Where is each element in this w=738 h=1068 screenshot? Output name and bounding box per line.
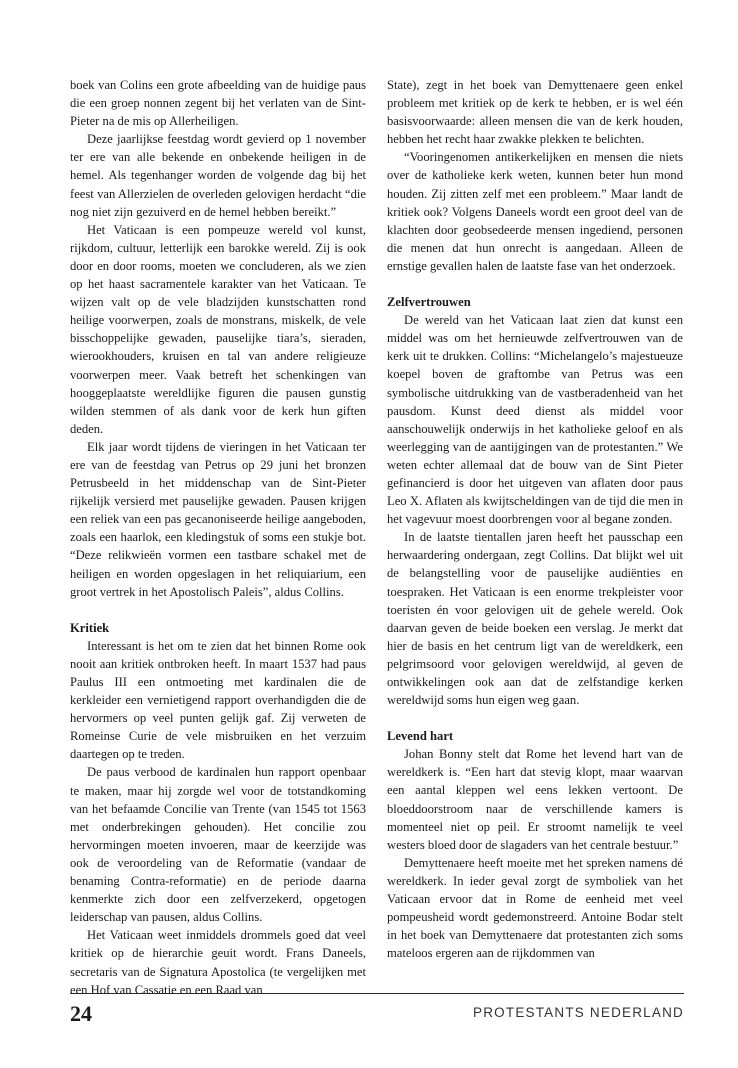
paragraph: De wereld van het Vaticaan laat zien dat kunst een middel was om het hernieuwde zelfvertrouwen van de kerk uit te drukken. Collins: “Michelangelo’s majestueuze koepel boven de graftombe van Petrus was een symbolische uitdrukking van de vastberadenheid van het pausdom. Kunst deed dienst als middel voor aanschouwelijk onderwijs in het katholieke geloof en als weerlegging van de aantijgingen van de protestanten.” We weten echter allemaal dat de bouw van de Sint Pieter gefinancierd is door het uitgeven van aflaten door paus Leo X. Aflaten als kwijtscheldingen van de tijd die men in het vagevuur moest doorbrengen voor al begane zonden. [387, 313, 683, 527]
paragraph: boek van Colins een grote afbeelding van de huidige paus die een groep nonnen zegent bij het verlaten van de Sint-Pieter na de mis op Allerheiligen. [70, 78, 366, 129]
paragraph: Het Vaticaan is een pompeuze wereld vol kunst, rijkdom, cultuur, letterlijk een barokke wereld. Zij is ook door en door rooms, moeten we concluderen, als we zien op het haast sacramentele karakter van het Vaticaan. Te wijzen valt op de vele bladzijden kunstschatten rond heilige voorwerpen, zoals de monstrans, miskelk, de vele bisschoppelijke gewaden, pauselijke tiara’s, sieraden, wierookhouders, kruisen en tal van andere religieuze voorwerpen meer. Vaak betreft het schenkingen van hooggeplaatste wereldlijke figuren die pausen gunstig wilden stemmen of als dank voor de kerk hun giften deden. [70, 222, 366, 436]
section-heading-kritiek: Kritiek [70, 620, 110, 635]
paragraph: State), zegt in het boek van Demyttenaere geen enkel probleem met kritiek op de kerk te hebben, er is wel één basisvoorwaarde: alleen mensen die van de kerk houden, hebben het recht haar zwakke plekken te belichten. [387, 78, 683, 147]
page-number: 24 [70, 1001, 92, 1026]
left-column [70, 76, 366, 999]
section-heading-zelfvertrouwen: Zelfvertrouwen [387, 295, 471, 310]
journal-title: PROTESTANTS NEDERLAND [473, 1005, 684, 1020]
footer-rule [70, 993, 684, 994]
right-column [387, 76, 683, 962]
paragraph: De paus verbood de kardinalen hun rapport openbaar te maken, maar hij zorgde wel voor de totstandkoming van het befaamde Concilie van Trente (van 1545 tot 1563 met onderbrekingen gehouden). Het concilie zou hervormingen moeten invoeren, maar de keerzijde was ook de veroordeling van de Reformatie (vandaar de benaming Contra-reformatie) en de periode daarna kenmerkte zich door een zelfverzekerd, opgetogen leiderschap van pausen, aldus Collins. [70, 765, 366, 925]
paragraph: Deze jaarlijkse feestdag wordt gevierd op 1 november ter ere van alle bekende en onbekende heiligen in de hemel. Als tegenhanger worden de volgende dag bij het feest van Allerzielen de overleden gelovigen herdacht “die nog niet zijn gezuiverd en de hemel hebben bereikt.” [70, 132, 366, 219]
paragraph: “Vooringenomen antikerkelijken en mensen die niets over de katholieke kerk weten, kunnen beter hun mond houden. Zij zitten zelf met een probleem.” Maar landt de kritiek ook? Volgens Daneels wordt een groot deel van de klachten door geobsedeerde mensen ingediend, personen die menen dat hun onrecht is aangedaan. Alleen de ernstige gevallen halen de laatste fase van het onderzoek. [387, 150, 683, 273]
paragraph: Interessant is het om te zien dat het binnen Rome ook nooit aan kritiek ontbroken heeft. In maart 1537 had paus Paulus III een ontmoeting met kardinalen die de kerkleider een vernietigend rapport overhandigden die de hervormers op veel punten gelijk gaf. Zij verweten de Romeinse Curie de vele misbruiken en het verzuim daartegen op te treden. [70, 638, 366, 762]
paragraph: Johan Bonny stelt dat Rome het levend hart van de wereldkerk is. “Een hart dat stevig klopt, maar waarvan een aantal kleppen wel eens lekken vertoont. De bloeddoorstroom naar de verschillende kamers is momenteel niet op peil. Er stroomt namelijk te veel westers bloed door de slagaders van het centrale bestuur.” [387, 747, 683, 852]
paragraph: Het Vaticaan weet inmiddels drommels goed dat veel kritiek op de hierarchie geuit wordt. Frans Daneels, secretaris van de Signatura Apostolica (te vergelijken met een Hof van Cassatie en een Raad van [70, 928, 366, 997]
paragraph: Demyttenaere heeft moeite met het spreken namens dé wereldkerk. In ieder geval zorgt de symboliek van het Vaticaan ervoor dat in Rome de eenheid met veel pompeusheid wordt gedemonstreerd. Antoine Bodar stelt in het boek van Demyttenaere dat protestanten zich soms mateloos ergeren aan de rijkdommen van [387, 855, 683, 961]
section-heading-levend-hart: Levend hart [387, 729, 454, 744]
paragraph: Elk jaar wordt tijdens de vieringen in het Vaticaan ter ere van de feestdag van Petrus op 29 juni het bronzen Petrusbeeld in het middenschap van de Sint-Pieter rijkelijk versierd met pauselijke gewaden. Pausen krijgen een reliek van een pas gecanoniseerde heilige aangeboden, zoals een haarlok, een kledingstuk of soms een stukje bot. “Deze relikwieën vormen een tastbare schakel met de heiligen en worden opgeslagen in het reliquiarium, een groot vertrek in het Apostolisch Paleis”, aldus Collins. [70, 439, 366, 599]
paragraph: In de laatste tientallen jaren heeft het pausschap een herwaardering ondergaan, zegt Collins. Dat blijkt wel uit de belangstelling voor de pauselijke audiënties en toespraken. Het Vaticaan is een enorme trekpleister voor toeristen én voor gelovigen uit de gehele wereld. Ook daarvan geven de beide boeken een verslag. Je merkt dat hier de basis en het centrum ligt van de wereldkerk, een pelgrimsoord voor gelovigen wereldwijd, al geven de ontwikkelingen ook aan dat de zelfstandige kerken wereldwijd soms hun eigen weg gaan. [387, 530, 683, 708]
